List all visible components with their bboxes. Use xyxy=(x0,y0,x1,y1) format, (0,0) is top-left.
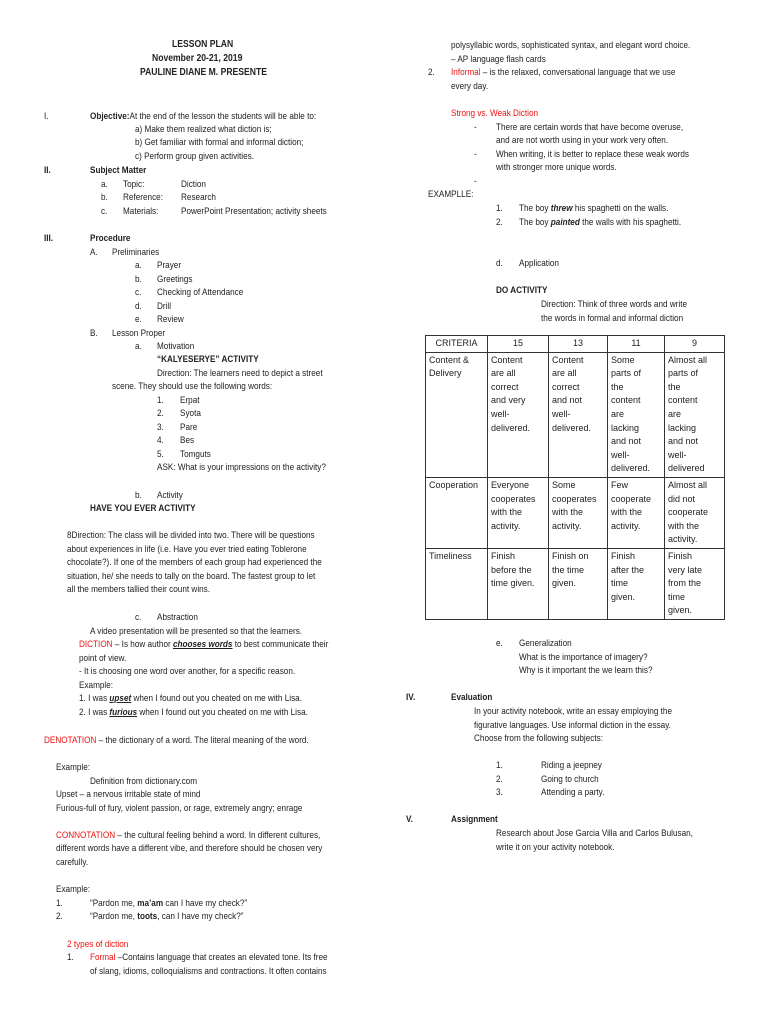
example-emphasis: threw xyxy=(550,203,573,214)
word-number: 5. xyxy=(157,449,164,460)
diction-text: to best communicate their xyxy=(232,639,329,650)
strong-example-number: 2. xyxy=(496,217,503,228)
rubric-cell: Some parts of the content are lacking and not well- delivered. xyxy=(608,352,665,477)
motivation-label: Motivation xyxy=(157,341,195,352)
prelim-item: Greetings xyxy=(157,274,193,285)
diction-example xyxy=(79,707,308,719)
rubric-row xyxy=(426,352,725,477)
lesson-plan-title: LESSON PLAN xyxy=(172,39,234,50)
author-name: PAULINE DIANE M. PRESENTE xyxy=(140,67,267,78)
word-number: 1. xyxy=(157,395,164,406)
subject-option: Attending a party. xyxy=(541,787,605,798)
connotation-example xyxy=(90,898,247,910)
diction-example-label: Example: xyxy=(79,680,114,691)
denotation-text: – the dictionary of a word. The literal meaning of the word. xyxy=(96,735,309,746)
informal-text: – is the relaxed, conversational language that we use xyxy=(480,67,676,78)
subject-letter: b. xyxy=(101,192,108,203)
prelim-item: Prayer xyxy=(157,260,182,271)
rubric-cell: Few cooperate with the activity. xyxy=(608,477,665,548)
informal-definition xyxy=(451,67,675,79)
kalyeserye-title: “KALYESERYE” ACTIVITY xyxy=(157,354,259,365)
objective-label: Objective: xyxy=(90,111,130,122)
strong-bullet-line: with stronger more unique words. xyxy=(496,162,617,173)
rubric-header: 15 xyxy=(488,336,549,353)
rubric-row xyxy=(426,548,725,619)
denotation-definition xyxy=(44,735,309,747)
bullet-dash: - xyxy=(474,149,477,160)
subject-number: II. xyxy=(44,165,51,176)
have-you-ever-title: HAVE YOU EVER ACTIVITY xyxy=(90,503,196,514)
rubric-cell: Finish on the time given. xyxy=(549,548,608,619)
strong-weak-heading: Strong vs. Weak Diction xyxy=(451,108,539,119)
rubric-row xyxy=(426,477,725,548)
example-text: the walls with his spaghetti. xyxy=(579,217,682,228)
diction-term: DICTION xyxy=(79,639,113,650)
types-of-diction-heading: 2 types of diction xyxy=(67,939,129,950)
prelim-letter: a. xyxy=(135,260,142,271)
objective-number: I. xyxy=(44,111,49,122)
evaluation-line: In your activity notebook, write an essay employing the xyxy=(474,706,673,717)
class-direction-line: about experiences in life (i.e. Have you ever tried eating Toblerone xyxy=(67,544,307,555)
strong-example xyxy=(519,217,681,229)
word-number: 2. xyxy=(157,408,164,419)
rubric-cell: Finish before the time given. xyxy=(488,548,549,619)
example-text: when I found out you cheated on me with Lisa. xyxy=(137,707,308,718)
application-direction: Direction: Think of three words and write xyxy=(541,299,688,310)
example-text: his spaghetti on the walls. xyxy=(572,203,669,214)
evaluation-line: Choose from the following subjects: xyxy=(474,733,603,744)
informal-term: Informal xyxy=(451,67,481,78)
subject-number: 3. xyxy=(496,787,503,798)
rubric-header: 13 xyxy=(549,336,608,353)
formal-line: polysyllabic words, sophisticated syntax, and elegant word choice. xyxy=(451,40,691,51)
do-activity-title: DO ACTIVITY xyxy=(496,285,548,296)
word-item: Erpat xyxy=(180,395,200,406)
subject-option: Riding a jeepney xyxy=(541,760,602,771)
rubric-criteria-cell: Timeliness xyxy=(426,548,488,619)
example-emphasis: furious xyxy=(109,707,138,718)
connotation-text: – the cultural feeling behind a word. In different cultures, xyxy=(115,830,321,841)
strong-bullet-line: When writing, it is better to replace these weak words xyxy=(496,149,689,160)
evaluation-line: figurative languages. Use informal diction in the essay. xyxy=(474,720,671,731)
connotation-term: CONNOTATION xyxy=(56,830,116,841)
word-item: Tomguts xyxy=(180,449,211,460)
diction-example xyxy=(79,693,302,705)
example-emphasis: painted xyxy=(550,217,580,228)
denotation-term: DENOTATION xyxy=(44,735,97,746)
strong-example xyxy=(519,203,668,215)
application-letter: d. xyxy=(496,258,503,269)
assignment-line: write it on your activity notebook. xyxy=(496,842,615,853)
abstraction-letter: c. xyxy=(135,612,142,623)
example-emphasis: toots xyxy=(137,911,158,922)
connotation-example-label: Example: xyxy=(56,884,91,895)
assignment-number: V. xyxy=(406,814,413,825)
formal-term: Formal xyxy=(90,952,116,963)
prelim-letter: b. xyxy=(135,274,142,285)
strong-bullet-line: There are certain words that have become overuse, xyxy=(496,122,684,133)
bullet-dash: - xyxy=(474,176,477,187)
diction-text: – Is how author xyxy=(112,639,173,650)
subject-key: Topic: xyxy=(123,179,145,190)
prelim-letter: d. xyxy=(135,301,142,312)
prelim-item: Review xyxy=(157,314,184,325)
rubric-criteria-cell: Content & Delivery xyxy=(426,352,488,477)
prelim-item: Checking of Attendance xyxy=(157,287,244,298)
video-text: A video presentation will be presented so that the learners. xyxy=(90,626,303,637)
rubric-cell: Content are all correct and not well- delivered. xyxy=(549,352,608,477)
rubric-cell: Finish after the time given. xyxy=(608,548,665,619)
rubric-header: 9 xyxy=(665,336,725,353)
upset-definition: Upset – a nervous irritable state of mind xyxy=(56,789,201,800)
subject-letter: a. xyxy=(101,179,108,190)
prelim-letter: c. xyxy=(135,287,142,298)
abstraction-label: Abstraction xyxy=(157,612,198,623)
application-label: Application xyxy=(519,258,559,269)
evaluation-number: IV. xyxy=(406,692,416,703)
preliminaries-label: Preliminaries xyxy=(112,247,160,258)
rubric-criteria-cell: Cooperation xyxy=(426,477,488,548)
lesson-proper-letter: B. xyxy=(90,328,98,339)
rubric-table xyxy=(425,335,725,620)
formal-number: 1. xyxy=(67,952,74,963)
connotation-example-number: 2. xyxy=(56,911,63,922)
diction-emphasis: chooses words xyxy=(172,639,233,650)
example-text: 1. I was xyxy=(79,693,110,704)
generalization-label: Generalization xyxy=(519,638,572,649)
evaluation-label: Evaluation xyxy=(451,692,493,703)
rubric-header: CRITERIA xyxy=(426,336,488,353)
rubric-cell: Almost all parts of the content are lacking and not well- delivered xyxy=(665,352,725,477)
objective-item: a) Make them realized what diction is; xyxy=(135,124,272,135)
word-number: 3. xyxy=(157,422,164,433)
preliminaries-letter: A. xyxy=(90,247,98,258)
diction-line: - It is choosing one word over another, for a specific reason. xyxy=(79,666,296,677)
ask-question: ASK: What is your impressions on the activity? xyxy=(157,462,326,473)
bullet-dash: - xyxy=(474,122,477,133)
class-direction-line: 8Direction: The class will be divided into two. There will be questions xyxy=(67,530,315,541)
example-text: “Pardon me, xyxy=(90,898,138,909)
strong-bullet-line: and are not worth using in your work very often. xyxy=(496,135,669,146)
example-text: , can I have my check?” xyxy=(157,911,244,922)
subject-value: Research xyxy=(181,192,216,203)
activity-letter: b. xyxy=(135,490,142,501)
generalization-question: What is the importance of imagery? xyxy=(519,652,648,663)
formal-source: – AP language flash cards xyxy=(451,54,546,65)
rubric-cell: Some cooperates with the activity. xyxy=(549,477,608,548)
motivation-letter: a. xyxy=(135,341,142,352)
rubric-header: 11 xyxy=(608,336,665,353)
class-direction-line: chocolate?). If one of the members of each group had experienced the xyxy=(67,557,322,568)
rubric-cell: Content are all correct and very well- delivered. xyxy=(488,352,549,477)
example-text: The boy xyxy=(519,217,551,228)
connotation-example-number: 1. xyxy=(56,898,63,909)
word-item: Pare xyxy=(180,422,198,433)
example-text: “Pardon me, xyxy=(90,911,138,922)
diction-line: point of view. xyxy=(79,653,127,664)
rubric-cell: Almost all did not cooperate with the activity. xyxy=(665,477,725,548)
objective-line xyxy=(90,111,316,123)
example-emphasis: upset xyxy=(109,693,132,704)
connotation-line: different words have a different vibe, and therefore should be chosen very xyxy=(56,843,323,854)
example-text: 2. I was xyxy=(79,707,110,718)
lesson-date: November 20-21, 2019 xyxy=(152,53,243,64)
procedure-number: III. xyxy=(44,233,54,244)
connotation-line: carefully. xyxy=(56,857,89,868)
example-text: when I found out you cheated on me with Lisa. xyxy=(131,693,302,704)
word-number: 4. xyxy=(157,435,164,446)
subject-key: Reference: xyxy=(123,192,163,203)
rubric-cell: Finish very late from the time given. xyxy=(665,548,725,619)
informal-line: every day. xyxy=(451,81,489,92)
example-emphasis: ma’am xyxy=(137,898,164,909)
assignment-label: Assignment xyxy=(451,814,498,825)
denotation-example-label: Example: xyxy=(56,762,91,773)
subject-value: Diction xyxy=(181,179,206,190)
objective-intro: At the end of the lesson the students will be able to: xyxy=(129,111,317,122)
prelim-letter: e. xyxy=(135,314,142,325)
activity-label: Activity xyxy=(157,490,183,501)
informal-number: 2. xyxy=(428,67,435,78)
formal-definition xyxy=(90,952,328,964)
subject-option: Going to church xyxy=(541,774,599,785)
subject-letter: c. xyxy=(101,206,108,217)
class-direction-line: all the members tallied their count wins. xyxy=(67,584,211,595)
objective-item: b) Get familiar with formal and informal diction; xyxy=(135,137,304,148)
subject-label: Subject Matter xyxy=(90,165,147,176)
prelim-item: Drill xyxy=(157,301,172,312)
word-item: Bes xyxy=(180,435,195,446)
example-text: The boy xyxy=(519,203,551,214)
subject-number: 1. xyxy=(496,760,503,771)
generalization-question: Why is it important the we learn this? xyxy=(519,665,653,676)
connotation-example xyxy=(90,911,243,923)
strong-example-number: 1. xyxy=(496,203,503,214)
dictionary-source: Definition from dictionary.com xyxy=(90,776,198,787)
objective-item: c) Perform group given activities. xyxy=(135,151,254,162)
rubric-header-row xyxy=(426,336,725,353)
example-label: EXAMPLLE: xyxy=(428,189,474,200)
rubric-cell: Everyone cooperates with the activity. xyxy=(488,477,549,548)
example-text: can I have my check?” xyxy=(163,898,248,909)
subject-number: 2. xyxy=(496,774,503,785)
motivation-direction: Direction: The learners need to depict a street xyxy=(157,368,323,379)
diction-definition xyxy=(79,639,328,651)
furious-definition: Furious-full of fury, violent passion, or rage, extremely angry; enrage xyxy=(56,803,303,814)
subject-value: PowerPoint Presentation; activity sheets xyxy=(181,206,327,217)
class-direction-line: situation, he/ she needs to tally on the board. The fastest group to let xyxy=(67,571,316,582)
word-item: Syota xyxy=(180,408,201,419)
motivation-direction: scene. They should use the following words: xyxy=(112,381,273,392)
generalization-letter: e. xyxy=(496,638,503,649)
formal-text: –Contains language that creates an elevated tone. Its free xyxy=(115,952,328,963)
procedure-label: Procedure xyxy=(90,233,131,244)
assignment-line: Research about Jose Garcia Villa and Carlos Bulusan, xyxy=(496,828,693,839)
subject-key: Materials: xyxy=(123,206,159,217)
lesson-proper-label: Lesson Proper xyxy=(112,328,166,339)
application-direction: the words in formal and informal diction xyxy=(541,313,684,324)
connotation-definition xyxy=(56,830,320,842)
formal-line: of slang, idioms, colloquialisms and contractions. It often contains xyxy=(90,966,327,977)
